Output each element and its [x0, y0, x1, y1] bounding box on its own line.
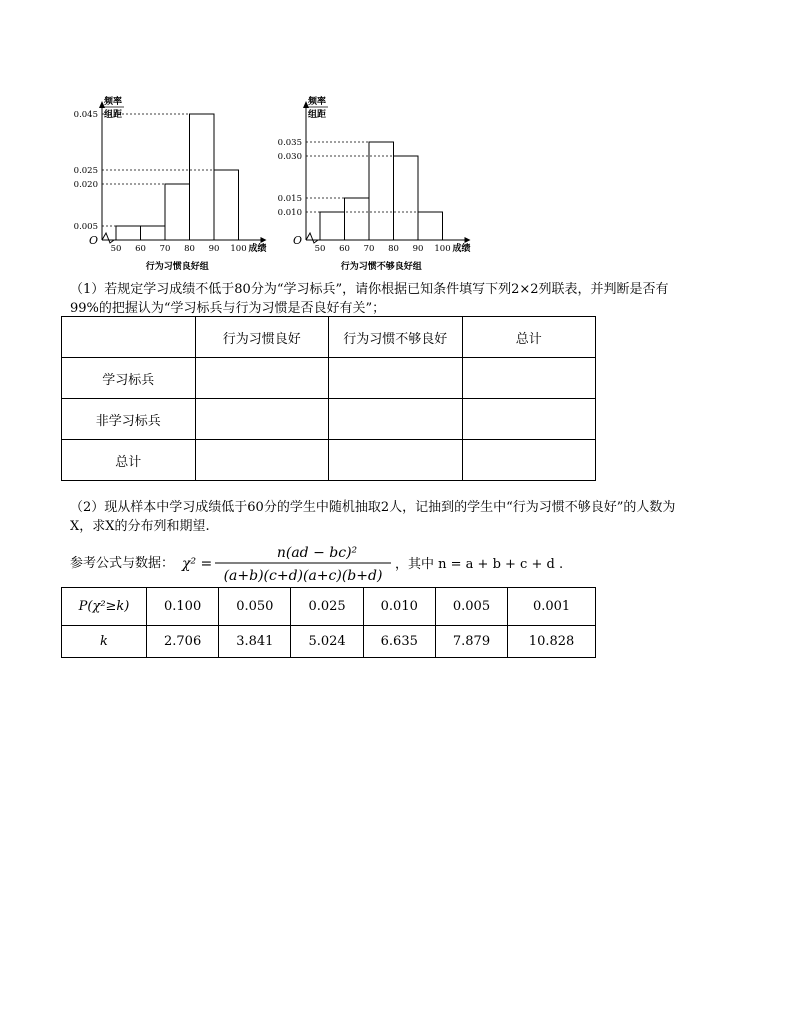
table-row	[62, 399, 596, 440]
table-row	[62, 358, 596, 399]
y-tick-label: 0.045	[73, 110, 98, 120]
x-axis-label: 成绩	[248, 244, 267, 254]
k-label: k	[62, 626, 147, 658]
formula-numerator: n(ad − bc)²	[276, 545, 358, 561]
formula-svg	[70, 540, 670, 588]
table-cell: 10.828	[508, 626, 596, 658]
table-cell: 3.841	[219, 626, 291, 658]
y-tick-label: 0.005	[73, 222, 98, 232]
table-cell	[462, 399, 596, 440]
origin-label: O	[89, 234, 99, 247]
table-header-cell	[62, 317, 196, 358]
table-cell	[329, 399, 463, 440]
x-tick-label: 80	[184, 244, 195, 254]
y-label-bottom: 组距	[104, 110, 123, 120]
contingency-table	[61, 316, 596, 481]
histogram-bar	[141, 226, 166, 240]
table-cell: 7.879	[435, 626, 507, 658]
y-tick-label: 0.030	[277, 152, 302, 162]
formula-where: ，其中 n = a + b + c + d .	[395, 557, 564, 572]
table-cell: 5.024	[291, 626, 363, 658]
x-tick-label: 100	[230, 244, 247, 254]
table-cell: 0.025	[291, 588, 363, 626]
table-cell	[195, 440, 329, 481]
x-tick-label: 70	[363, 244, 375, 254]
x-tick-label: 50	[314, 244, 326, 254]
table-cell: 0.100	[147, 588, 219, 626]
x-axis-arrow	[465, 237, 471, 243]
table-cell: 2.706	[147, 626, 219, 658]
y-label-bottom: 组距	[308, 110, 327, 120]
table-cell	[462, 440, 596, 481]
histogram-bar	[418, 212, 443, 240]
table-header-cell: 总计	[462, 317, 596, 358]
row-label: 学习标兵	[62, 358, 196, 399]
y-tick-label: 0.020	[73, 180, 98, 190]
y-tick-label: 0.035	[277, 138, 302, 148]
histogram-bar	[190, 114, 215, 240]
row-label: 非学习标兵	[62, 399, 196, 440]
histogram-svg	[70, 92, 280, 277]
row-label: 总计	[62, 440, 196, 481]
table-row	[62, 588, 596, 626]
histogram-bar	[165, 184, 190, 240]
table-cell: 0.010	[363, 588, 435, 626]
x-tick-label: 60	[339, 244, 350, 254]
axis-break	[306, 233, 318, 243]
reference-formula	[70, 540, 670, 588]
histogram-bar	[345, 198, 370, 240]
histogram-bar	[394, 156, 419, 240]
formula-label: 参考公式与数据：	[70, 556, 175, 571]
table-header-row	[62, 317, 596, 358]
histogram-good-habits	[70, 92, 280, 277]
table-cell	[195, 358, 329, 399]
x-tick-label: 100	[434, 244, 451, 254]
x-tick-label: 90	[412, 244, 424, 254]
x-tick-label: 70	[159, 244, 171, 254]
histogram-bar	[116, 226, 141, 240]
y-tick-label: 0.015	[277, 194, 302, 204]
chi-square-table	[61, 587, 596, 658]
table-cell: 6.635	[363, 626, 435, 658]
table-cell: 0.001	[508, 588, 596, 626]
x-tick-label: 90	[208, 244, 220, 254]
x-axis-arrow	[261, 237, 267, 243]
origin-label: O	[293, 234, 303, 247]
histogram-bar	[214, 170, 239, 240]
table-header-cell: 行为习惯不够良好	[329, 317, 463, 358]
formula-denominator: (a+b)(c+d)(a+c)(b+d)	[223, 568, 383, 584]
y-tick-label: 0.025	[73, 166, 98, 176]
y-label-top: 频率	[104, 97, 123, 107]
table-cell: 0.050	[219, 588, 291, 626]
question-2: （2）现从样本中学习成绩低于60分的学生中随机抽取2人，记抽到的学生中“行为习惯不够良好”的人数为X，求X的分布列和期望.	[70, 500, 676, 534]
table-row	[62, 440, 596, 481]
histogram-bar	[369, 142, 394, 240]
x-tick-label: 80	[388, 244, 399, 254]
x-tick-label: 50	[110, 244, 122, 254]
histogram-poor-habits	[274, 92, 484, 277]
y-label-top: 频率	[308, 97, 327, 107]
axis-break	[102, 233, 114, 243]
histogram-caption: 行为习惯不够良好组	[340, 262, 422, 272]
histogram-bar	[320, 212, 345, 240]
p-label: P(χ²≥k)	[62, 588, 147, 626]
x-tick-label: 60	[135, 244, 146, 254]
table-cell	[329, 440, 463, 481]
table-cell: 0.005	[435, 588, 507, 626]
formula-lhs: χ² =	[182, 556, 213, 572]
table-cell	[329, 358, 463, 399]
y-tick-label: 0.010	[277, 208, 302, 218]
table-cell	[462, 358, 596, 399]
table-cell	[195, 399, 329, 440]
x-axis-label: 成绩	[452, 244, 471, 254]
table-header-cell: 行为习惯良好	[195, 317, 329, 358]
histogram-svg	[274, 92, 484, 277]
histogram-caption: 行为习惯良好组	[145, 262, 209, 272]
question-1: （1）若规定学习成绩不低于80分为“学习标兵”，请你根据已知条件填写下列2×2列联表，并判断是否有99%的把握认为“学习标兵与行为习惯是否良好有关”；	[70, 282, 669, 316]
table-row	[62, 626, 596, 658]
